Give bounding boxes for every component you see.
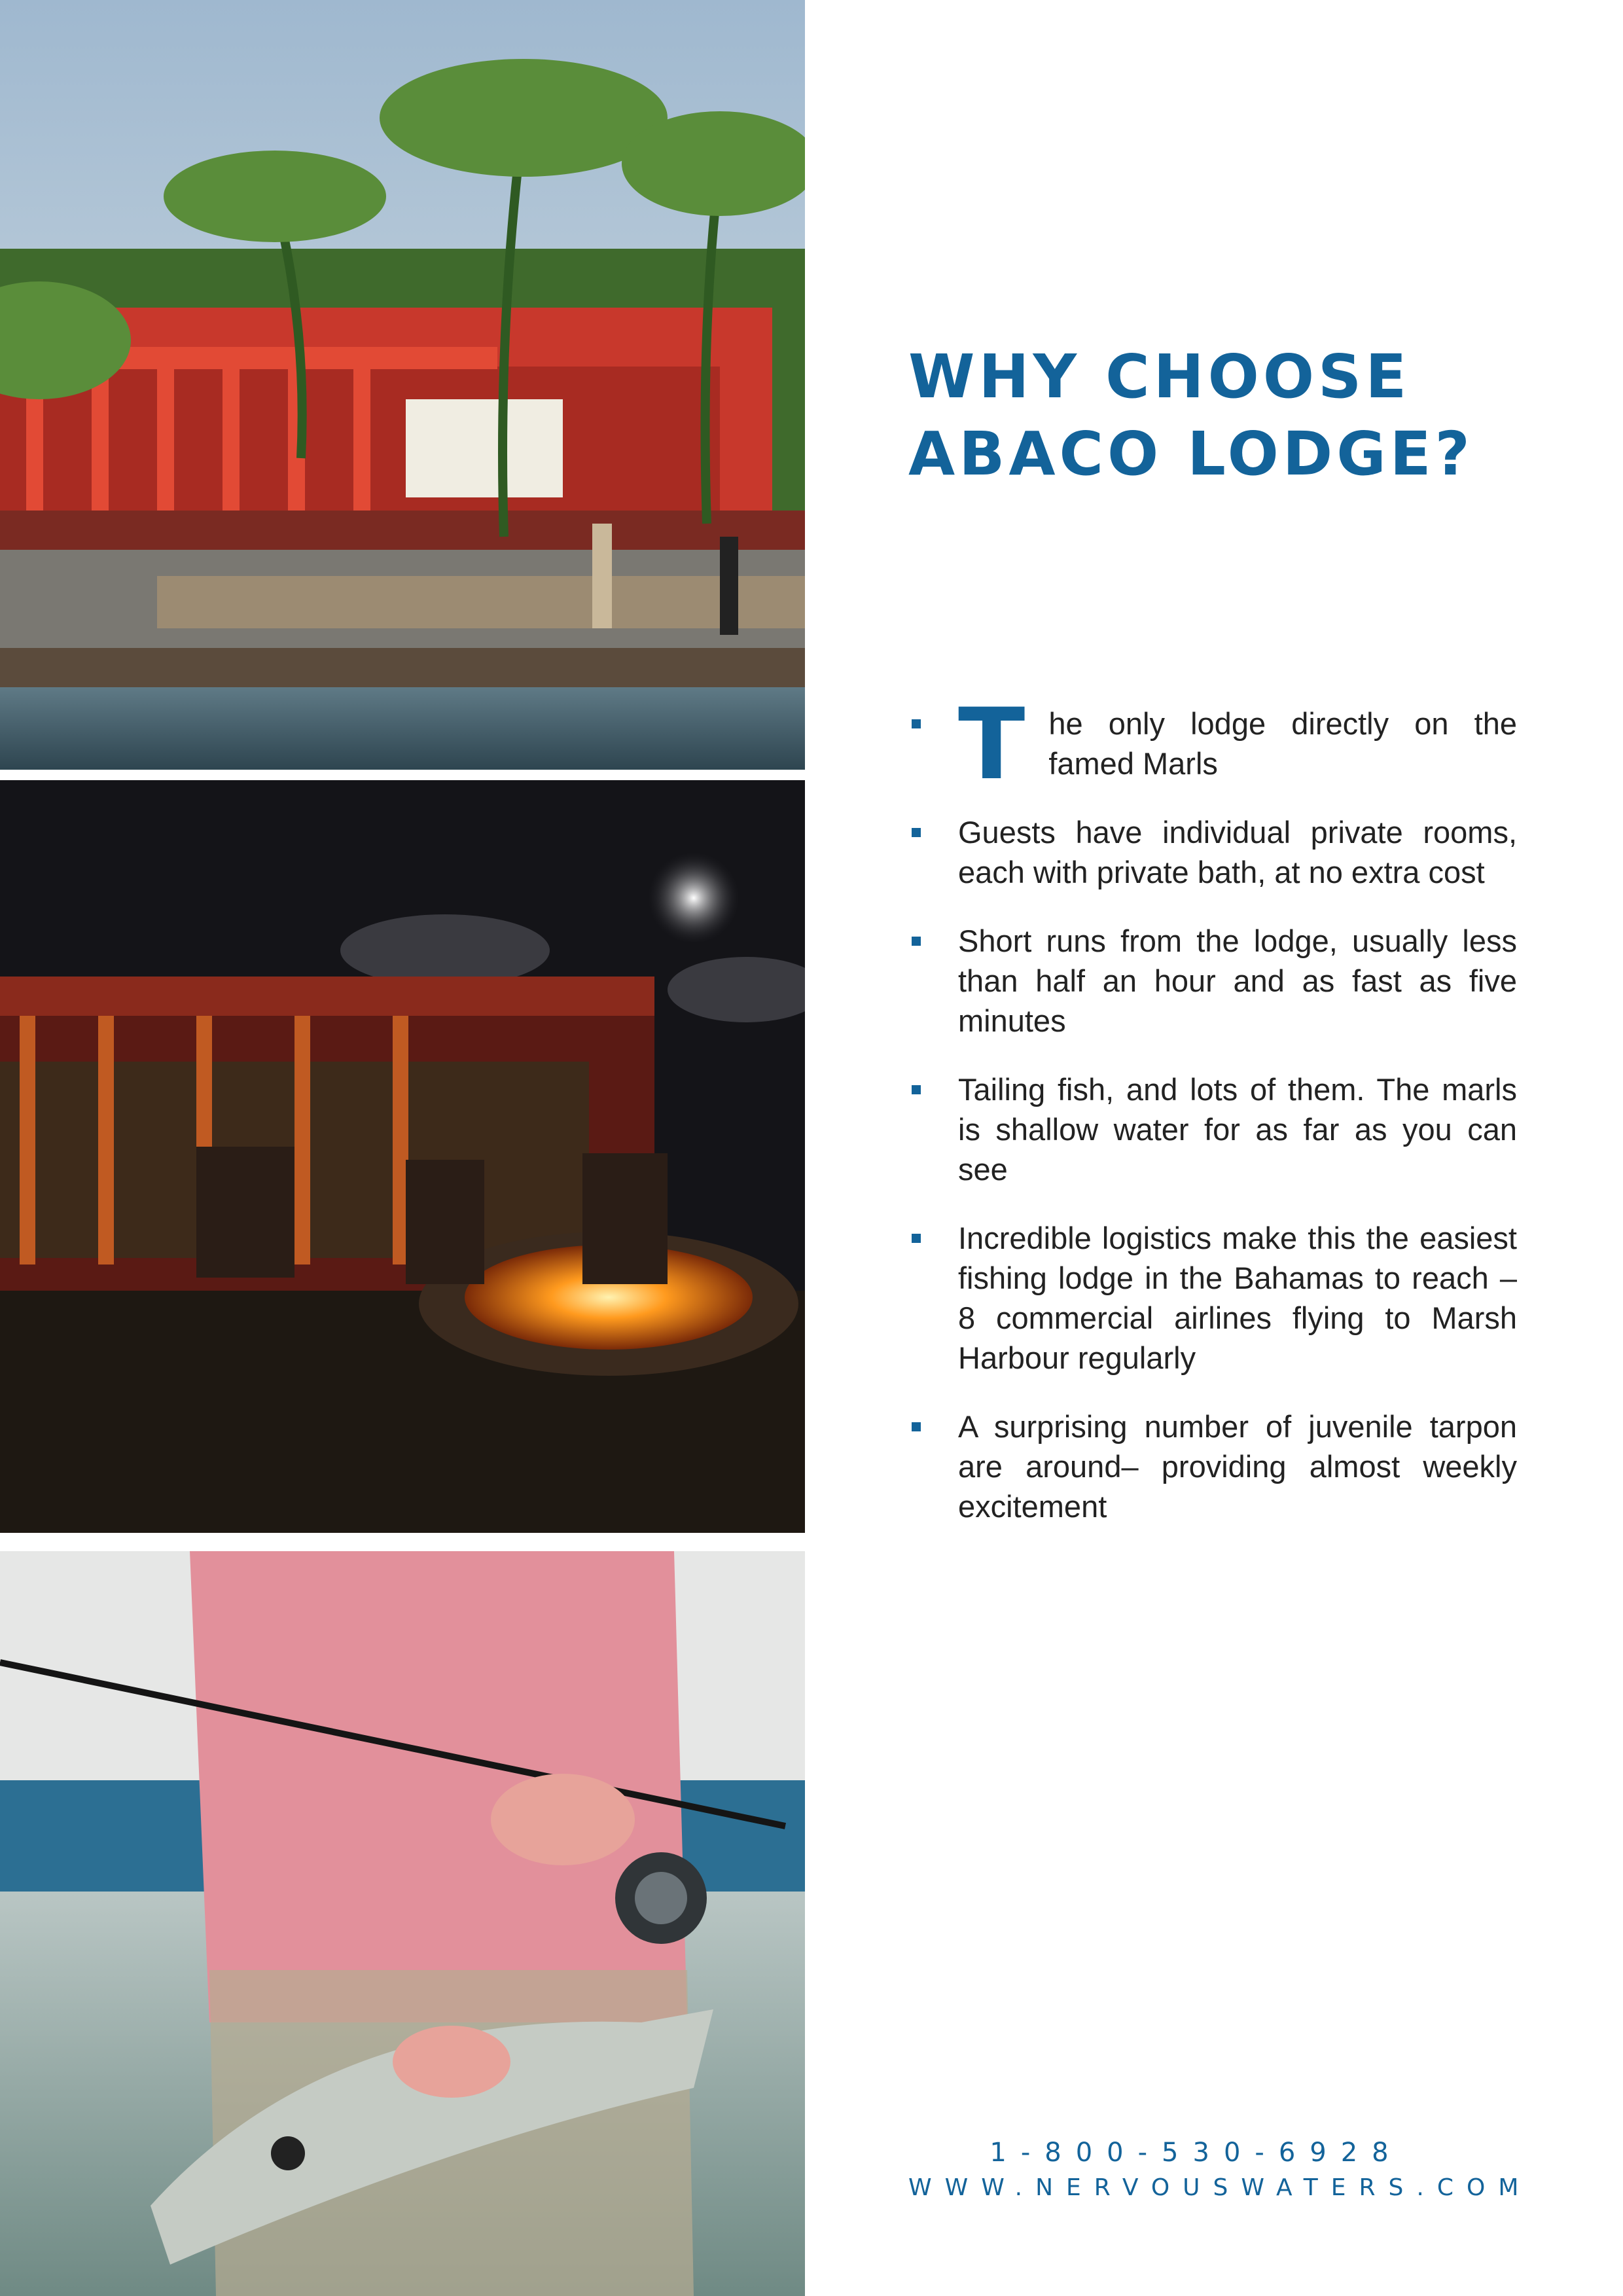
list-item (908, 812, 1517, 892)
contact-footer (908, 2135, 1532, 2206)
bullet-square-icon (912, 1085, 921, 1094)
list-item-text: Tailing fish, and lots of them. The marls is shallow water for as far as you can see (958, 1072, 1517, 1187)
drop-cap: T (958, 688, 1026, 802)
title-line-1: WHY CHOOSE (908, 341, 1411, 412)
list-item-text: Guests have individual private rooms, each with private bath, at no extra cost (958, 815, 1517, 889)
list-item-text: he only lodge directly on the famed Marls (1048, 706, 1517, 781)
list-item-text: Incredible logistics make this the easiest fishing lodge in the Bahamas to reach – 8 commercial airlines flying to Marsh Harbour regularly (958, 1221, 1517, 1375)
feature-list (908, 688, 1517, 1555)
list-item-text: Short runs from the lodge, usually less than half an hour and as fast as five minutes (958, 924, 1517, 1038)
title-line-2: ABACO LODGE? (908, 418, 1474, 489)
phone-number[interactable]: 1-800-530-6928 (990, 2138, 1403, 2168)
bullet-square-icon (912, 828, 921, 837)
list-item (908, 921, 1517, 1041)
list-item (908, 1407, 1517, 1526)
bullet-square-icon (912, 1234, 921, 1243)
list-item-text: A surprising number of juvenile tarpon are around– providing almost weekly excitement (958, 1409, 1517, 1524)
bonefish-catch-photo (0, 1551, 805, 2296)
lodge-exterior-photo (0, 0, 805, 770)
list-item (908, 1069, 1517, 1189)
firepit-night-photo (0, 780, 805, 1533)
page-title (908, 338, 1596, 493)
list-item (908, 688, 1517, 802)
bullet-square-icon (912, 719, 921, 728)
bullet-square-icon (912, 937, 921, 946)
list-item (908, 1218, 1517, 1378)
website-link[interactable]: WWW.NERVOUSWATERS.COM (908, 2174, 1532, 2201)
bullet-square-icon (912, 1422, 921, 1431)
